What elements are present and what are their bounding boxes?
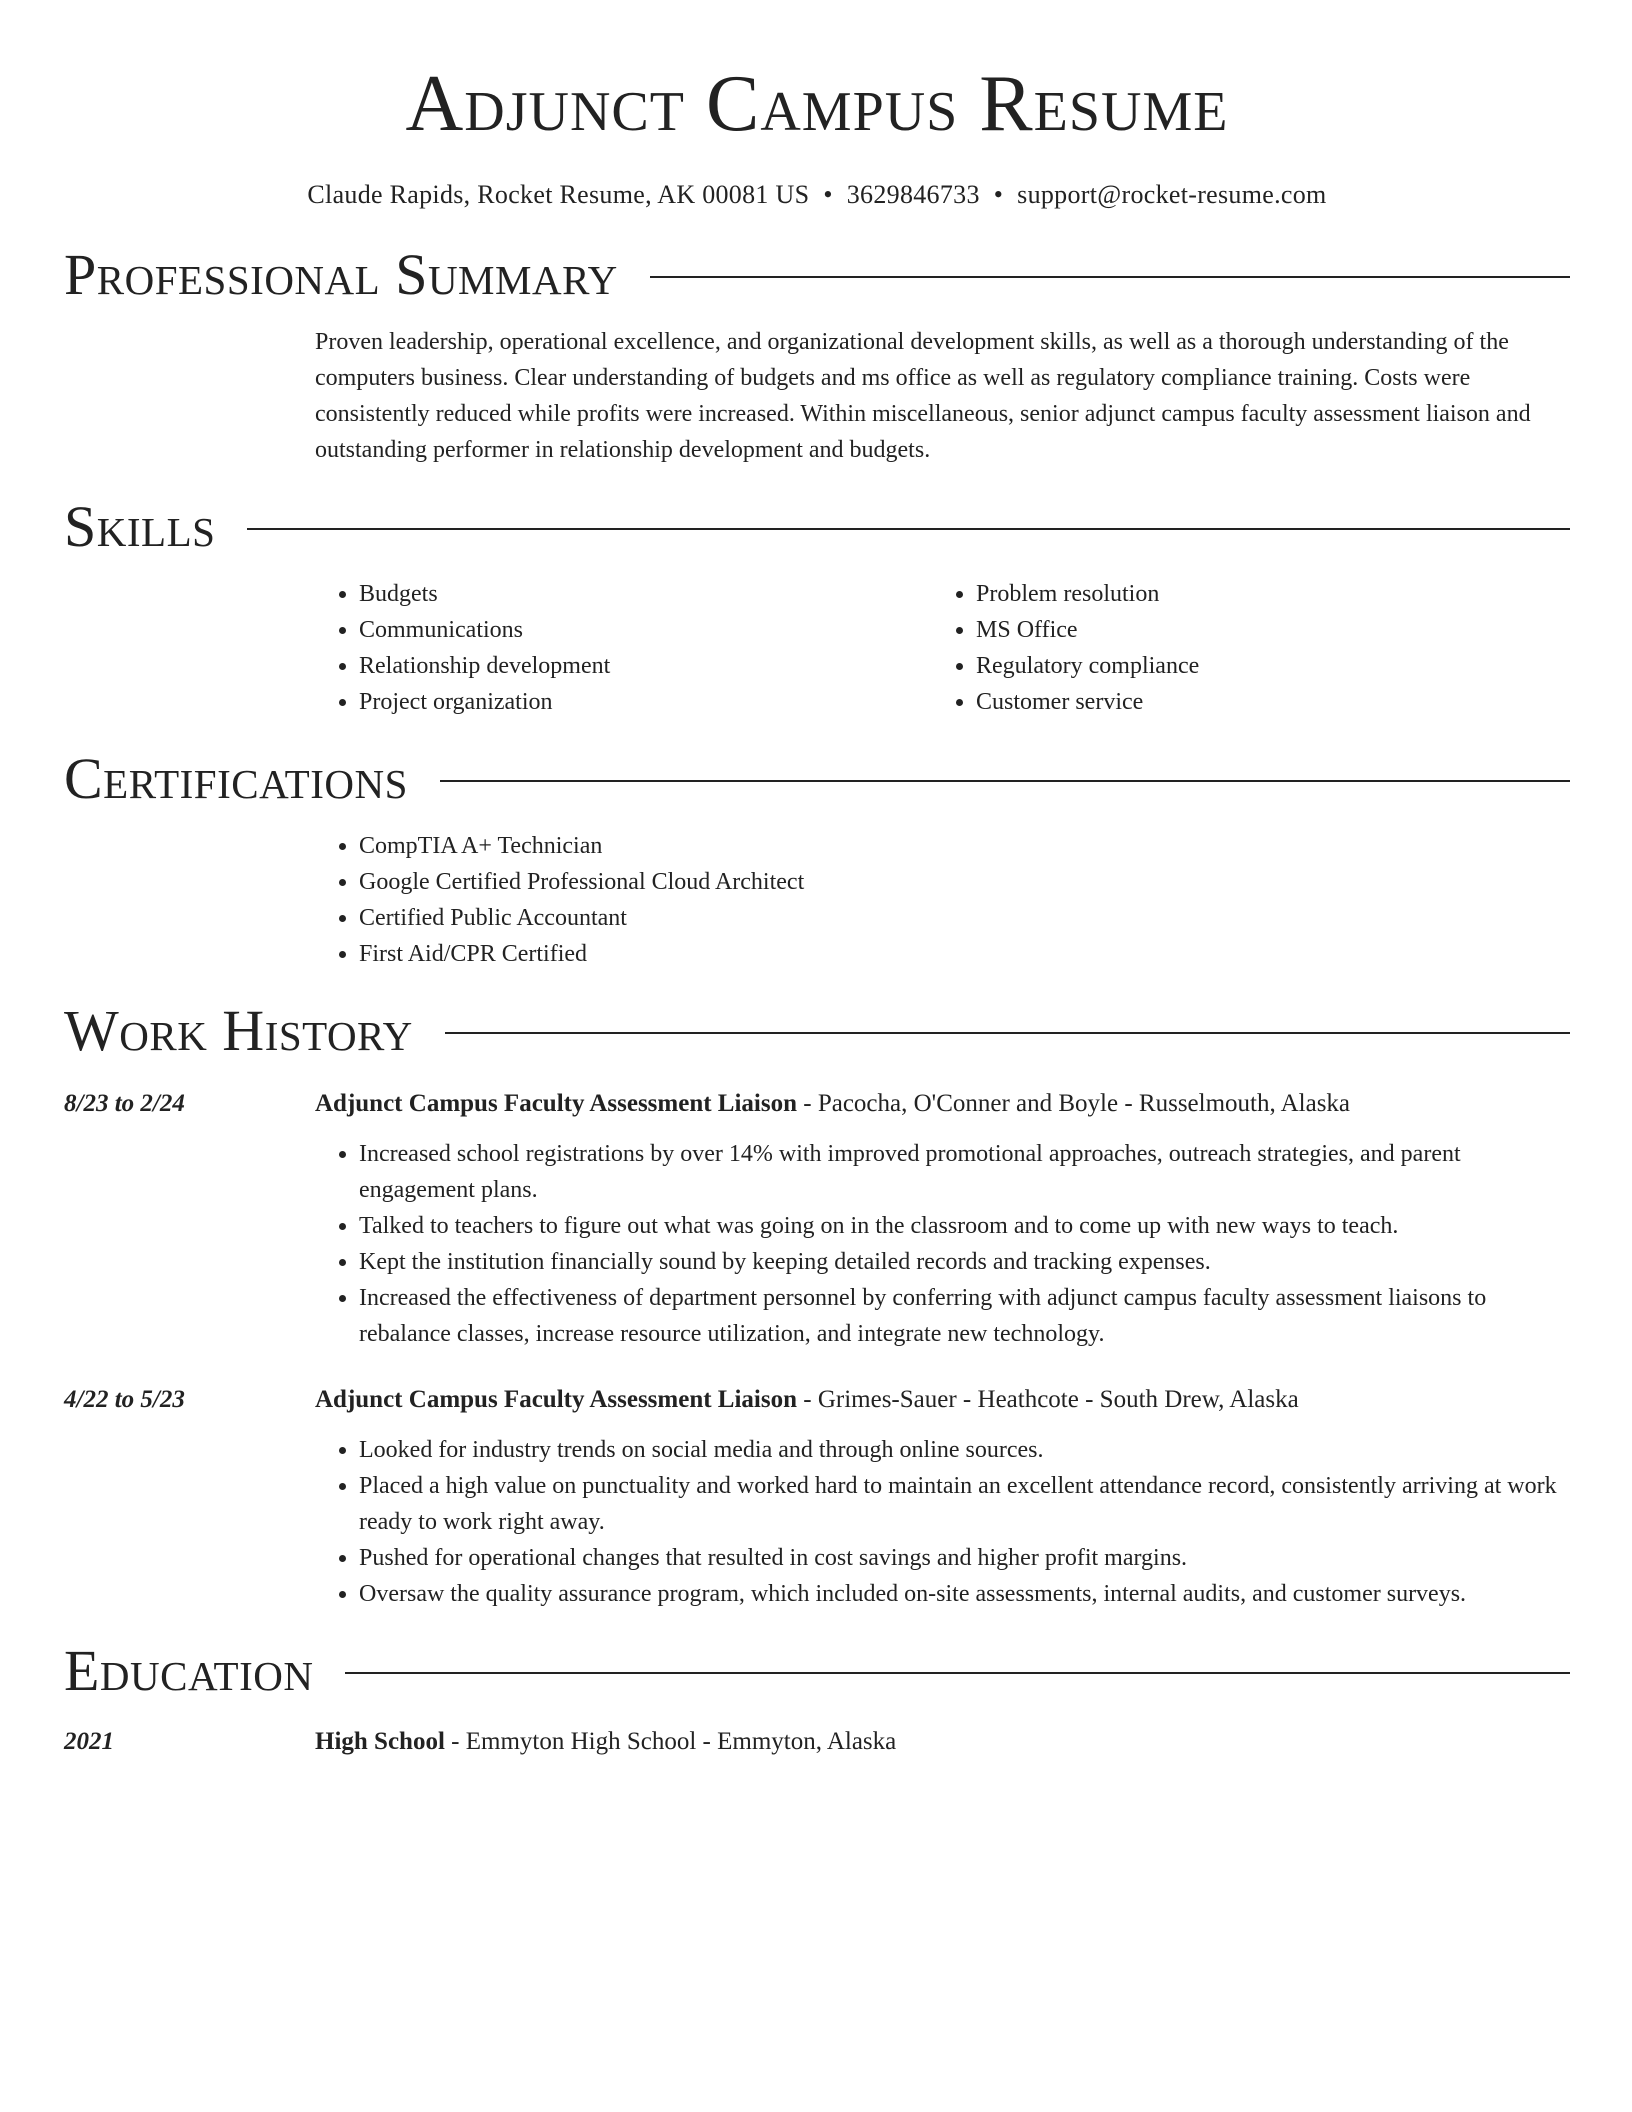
certification-item: • Google Certified Professional Cloud Architect (359, 864, 1570, 900)
skill-item: • Communications (359, 612, 932, 648)
job-heading (315, 1382, 1299, 1418)
job-bullet: • Looked for industry trends on social media and through online sources. (359, 1432, 1570, 1468)
education-heading (315, 1724, 896, 1760)
job-title: Adjunct Campus Faculty Assessment Liaison (315, 1090, 798, 1117)
contact-separator: • (823, 180, 833, 209)
certification-item: • Certified Public Accountant (359, 900, 1570, 936)
section-divider (247, 528, 1570, 530)
certification-item: • CompTIA A+ Technician (359, 828, 1570, 864)
section-heading-education (64, 1636, 1570, 1706)
education-degree: High School (315, 1728, 445, 1755)
section-title: Certifications (64, 746, 408, 811)
skills-column-right (932, 576, 1549, 720)
education-entry (64, 1724, 1570, 1760)
job-responsibilities (315, 1432, 1570, 1612)
job-bullet: • Increased school registrations by over 14% with improved promotional approaches, outreach strategies, and parent engagement plans. (359, 1136, 1570, 1208)
summary-text: Proven leadership, operational excellence, and organizational development skills, as well as a thorough understanding of the computers business. Clear understanding of budgets and ms office as well as regulatory compliance training. Costs were consistently reduced while profits were increased. Within miscellaneous, senior adjunct campus faculty assessment liaison and outstanding performer in relationship development and budgets. (315, 329, 1531, 463)
section-title: Work History (64, 998, 413, 1063)
certifications-list (315, 828, 1570, 972)
contact-address: Claude Rapids, Rocket Resume, AK 00081 US (307, 180, 810, 209)
section-heading-certifications (64, 744, 1570, 814)
job-title: Adjunct Campus Faculty Assessment Liaison (315, 1386, 798, 1413)
education-year: 2021 (64, 1728, 114, 1755)
job-bullet: • Talked to teachers to figure out what was going on in the classroom and to come up with new ways to teach. (359, 1208, 1570, 1244)
skill-item: • Problem resolution (976, 576, 1549, 612)
job-dates: 8/23 to 2/24 (64, 1090, 185, 1117)
section-title: Skills (64, 494, 216, 559)
section-heading-skills (64, 492, 1570, 562)
skills-column-left (315, 576, 932, 720)
skill-item: • Regulatory compliance (976, 648, 1549, 684)
section-divider (345, 1672, 1570, 1674)
section-divider (650, 276, 1570, 278)
contact-line (64, 178, 1570, 212)
job-entry (64, 1086, 1570, 1352)
section-title: Professional Summary (64, 242, 618, 307)
contact-phone: 3629846733 (846, 180, 980, 209)
job-responsibilities (315, 1136, 1570, 1352)
skill-item: • Customer service (976, 684, 1549, 720)
job-entry (64, 1382, 1570, 1612)
job-bullet: • Placed a high value on punctuality and worked hard to maintain an excellent attendance record, consistently arriving at work ready to work right away. (359, 1468, 1570, 1540)
job-bullet: • Pushed for operational changes that resulted in cost savings and higher profit margins. (359, 1540, 1570, 1576)
contact-email: support@rocket-resume.com (1017, 180, 1327, 209)
job-employer-location: - Grimes-Sauer - Heathcote - South Drew, Alaska (797, 1386, 1299, 1413)
skills-list (315, 576, 1570, 720)
resume-title: Adjunct Campus Resume (405, 60, 1229, 148)
job-employer-location: - Pacocha, O'Conner and Boyle - Russelmouth, Alaska (797, 1090, 1351, 1117)
skill-item: • Project organization (359, 684, 932, 720)
section-heading-summary (64, 240, 1570, 310)
section-title: Education (64, 1638, 314, 1703)
job-bullet: • Kept the institution financially sound by keeping detailed records and tracking expenses. (359, 1244, 1570, 1280)
resume-page (64, 0, 1570, 1760)
contact-separator: • (993, 180, 1004, 209)
education-school-location: - Emmyton High School - Emmyton, Alaska (444, 1728, 897, 1755)
section-divider (445, 1032, 1570, 1034)
skill-item: • Budgets (359, 576, 932, 612)
certification-item: • First Aid/CPR Certified (359, 936, 1570, 972)
section-divider (440, 780, 1570, 782)
job-dates: 4/22 to 5/23 (64, 1386, 185, 1413)
skill-item: • MS Office (976, 612, 1549, 648)
job-bullet: • Oversaw the quality assurance program, which included on-site assessments, internal audits, and customer surveys. (359, 1576, 1570, 1612)
section-heading-work-history (64, 996, 1570, 1066)
skill-item: • Relationship development (359, 648, 932, 684)
job-heading (315, 1086, 1350, 1122)
job-bullet: • Increased the effectiveness of department personnel by conferring with adjunct campus faculty assessment liaisons to rebalance classes, increase resource utilization, and integrate new technology. (359, 1280, 1570, 1352)
